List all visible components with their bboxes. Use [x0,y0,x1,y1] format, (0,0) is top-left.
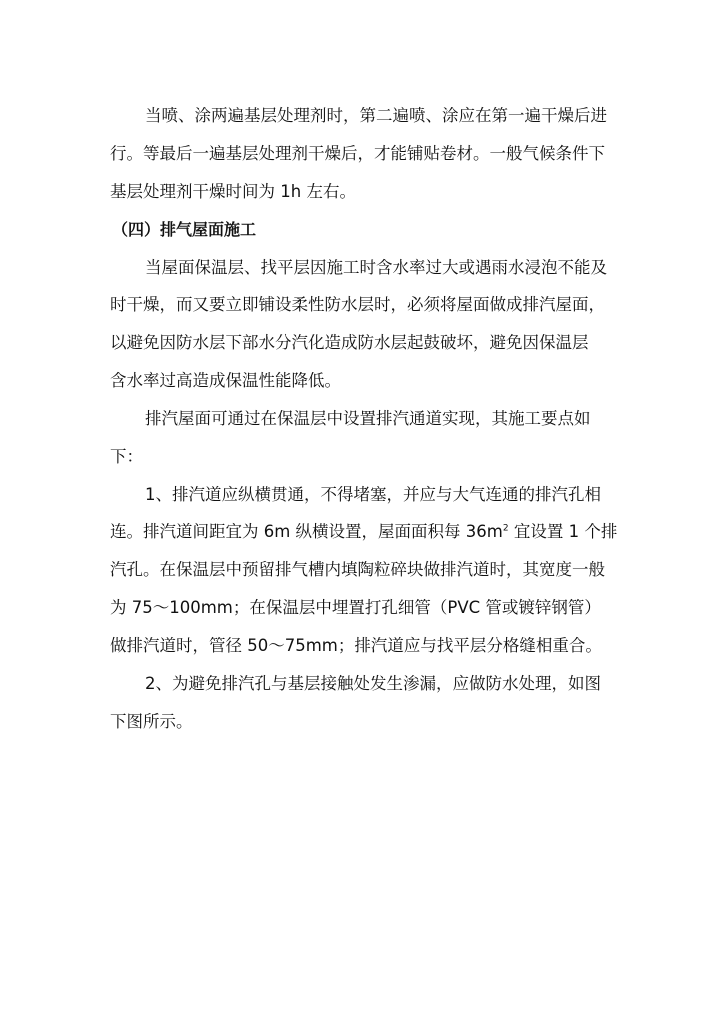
item-1-line-2-start: 连。排汽道间距宜为 6m 纵横设置，屋面面积每 36m [110,522,503,541]
paragraph-3-line-2: 下： [110,447,143,466]
paragraph-1-line-1: 当喷、涂两遍基层处理剂时，第二遍喷、涂应在第一遍干燥后进 [145,106,607,125]
item-1-line-5: 做排汽道时，管径 50～75mm；排汽道应与找平层分格缝相重合。 [110,636,602,655]
superscript-two: 2 [502,523,509,534]
item-1-line-4: 为 75～100mm；在保温层中埋置打孔细管（PVC 管或镀锌钢管） [110,598,601,617]
paragraph-1-line-2: 行。等最后一遍基层处理剂干燥后，才能铺贴卷材。一般气候条件下 [110,144,605,163]
item-1-line-1: 1、排汽道应纵横贯通，不得堵塞，并应与大气连通的排汽孔相 [145,485,601,504]
paragraph-2-line-2: 时干燥，而又要立即铺设柔性防水层时，必须将屋面做成排汽屋面， [110,295,605,314]
paragraph-3-line-1: 排汽屋面可通过在保温层中设置排汽通道实现，其施工要点如 [145,409,591,428]
item-2-line-1: 2、为避免排汽孔与基层接触处发生渗漏，应做防水处理，如图 [145,674,601,693]
item-2-line-2: 下图所示。 [110,712,193,731]
item-1-line-3: 汽孔。在保温层中预留排气槽内填陶粒碎块做排汽道时，其宽度一般 [110,560,605,579]
paragraph-2-line-1: 当屋面保温层、找平层因施工时含水率过大或遇雨水浸泡不能及 [145,258,607,277]
paragraph-1-line-3: 基层处理剂干燥时间为 1h 左右。 [110,182,356,201]
section-heading: （四）排气屋面施工 [112,220,257,239]
item-1-line-2-end: 宜设置 1 个排 [508,522,618,541]
item-1-line-2 [110,521,617,543]
paragraph-2-line-4: 含水率过高造成保温性能降低。 [110,371,341,390]
paragraph-2-line-3: 以避免因防水层下部水分汽化造成防水层起鼓破坏，避免因保温层 [110,333,589,352]
